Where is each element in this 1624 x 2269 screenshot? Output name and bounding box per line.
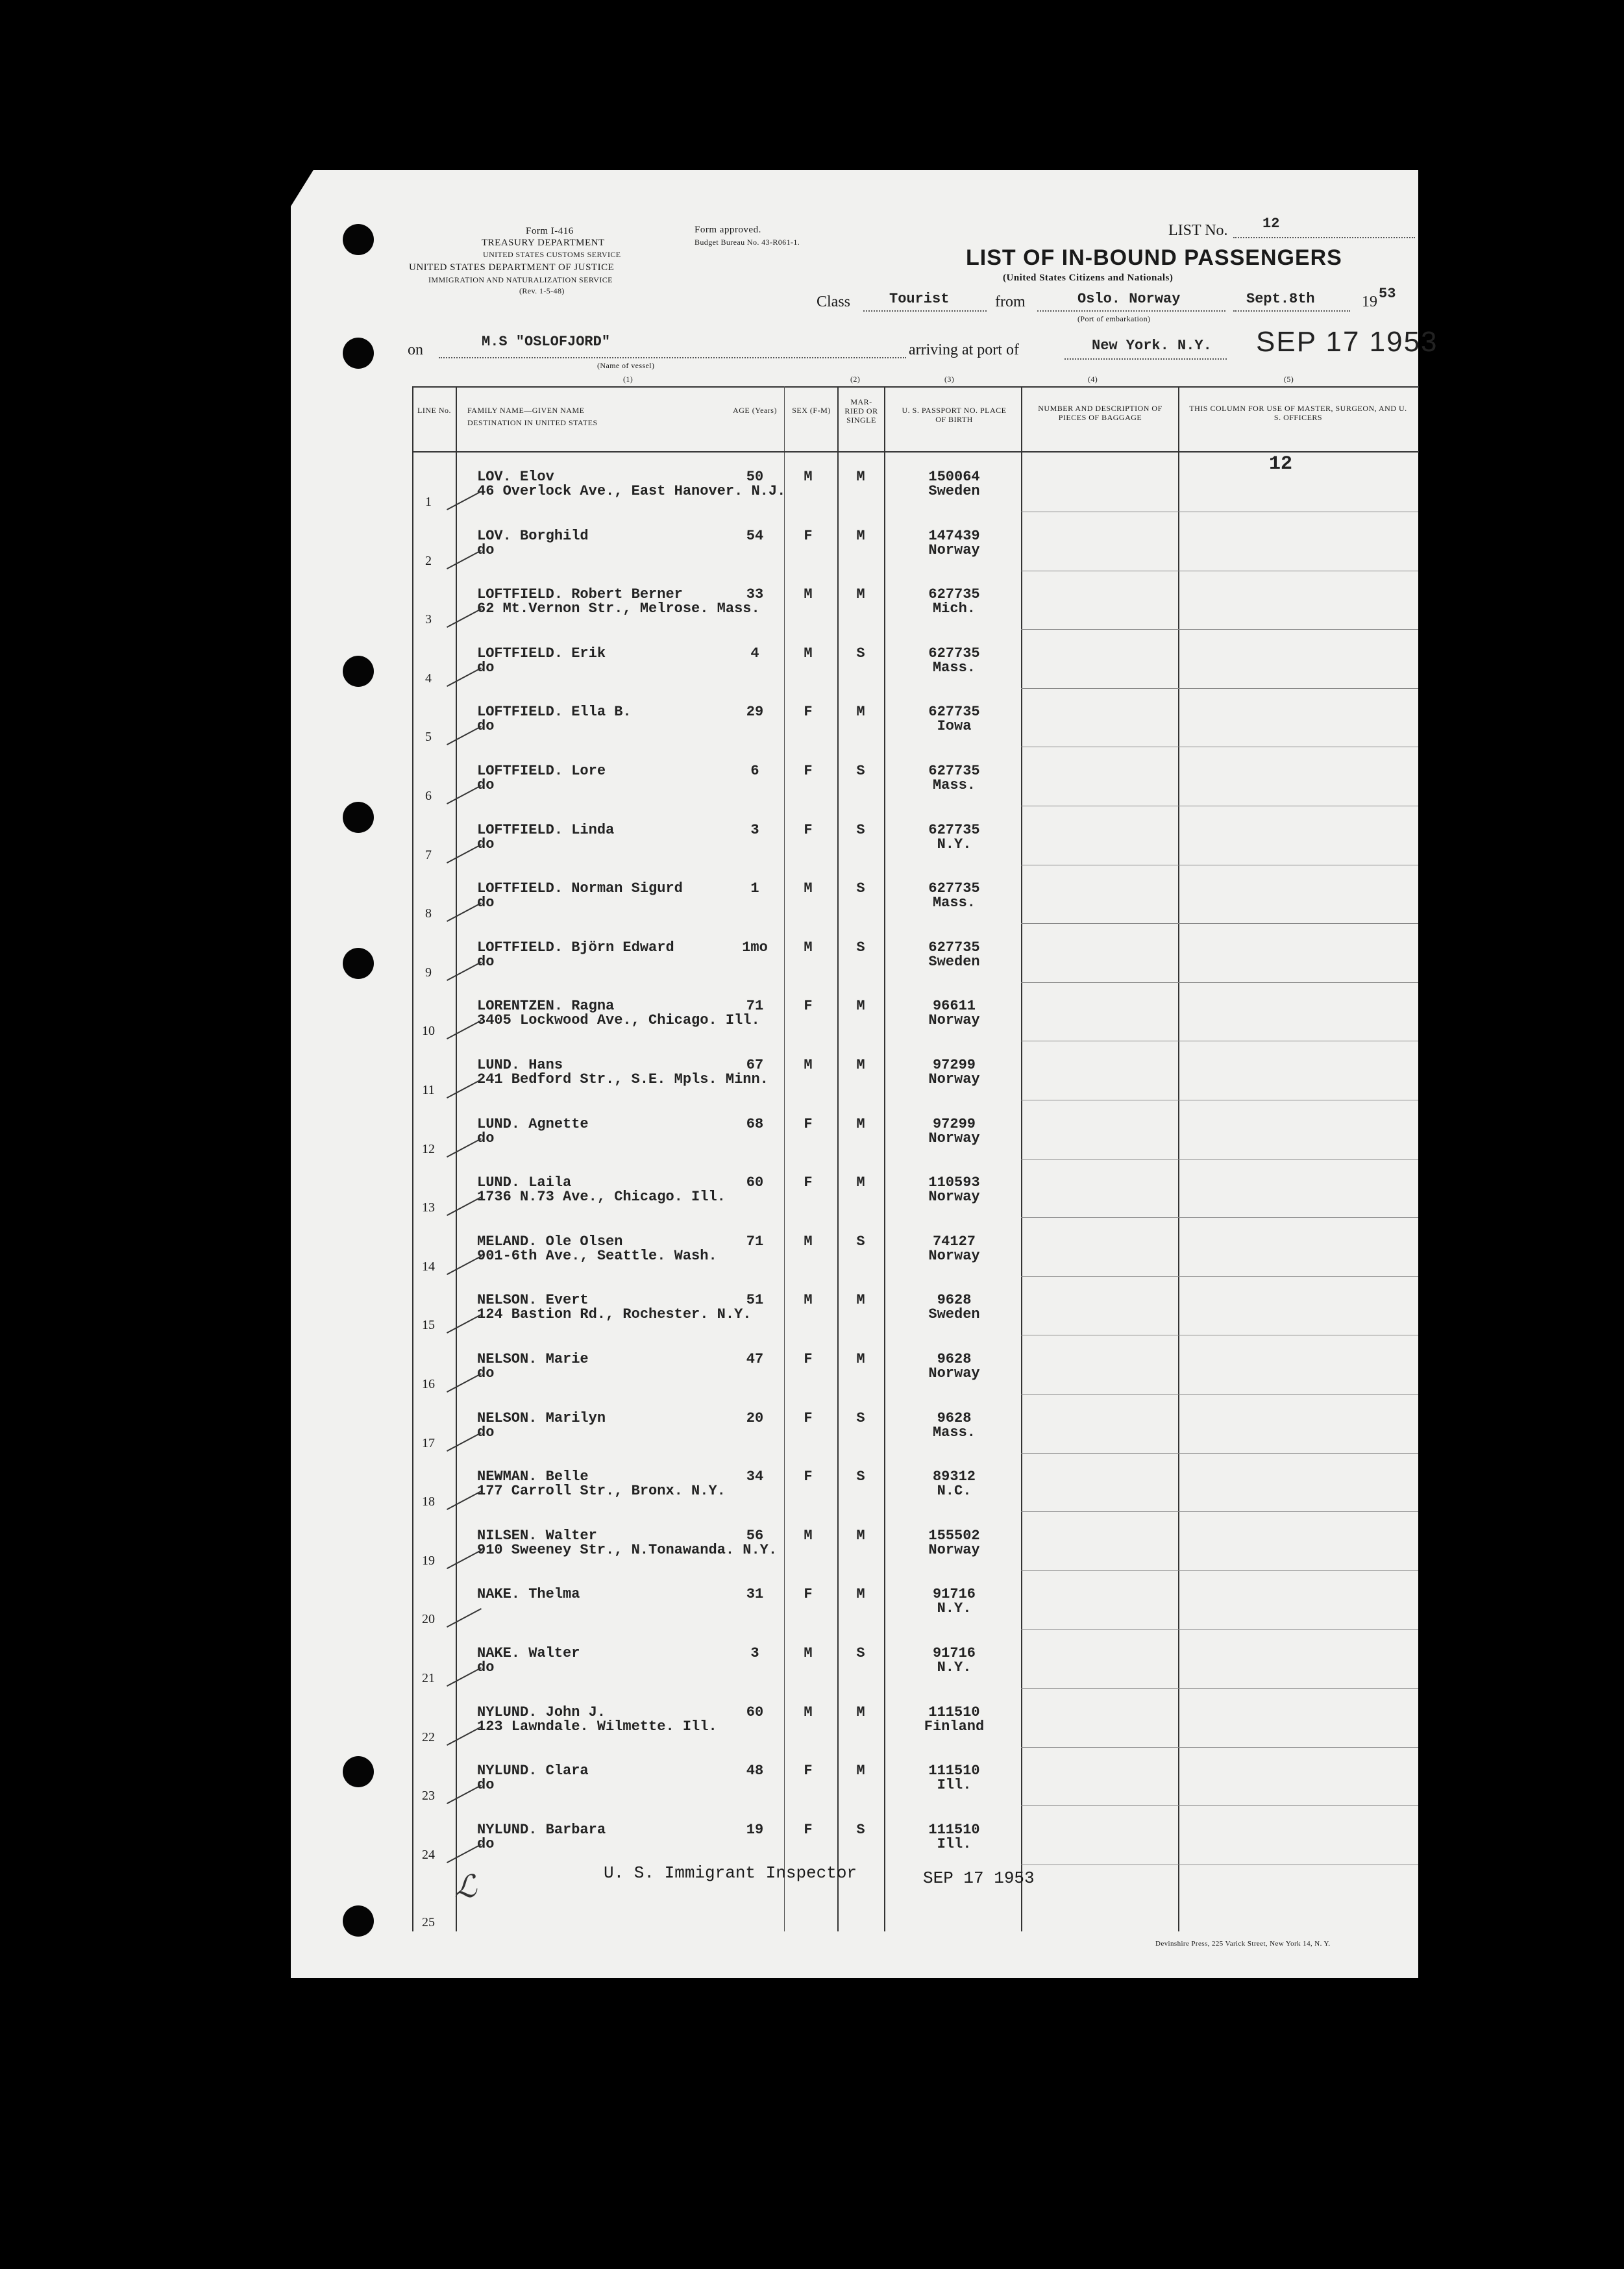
passenger-birthplace: Sweden — [928, 953, 980, 970]
passenger-destination: 123 Lawndale. Wilmette. Ill. — [477, 1718, 717, 1735]
passenger-passport-no: 97299 — [932, 1057, 976, 1073]
passenger-birthplace: Norway — [928, 1541, 980, 1558]
passenger-age: 47 — [746, 1351, 764, 1367]
passenger-marital-status: S — [856, 821, 865, 838]
line-number: 14 — [422, 1259, 435, 1274]
page-subtitle: (United States Citizens and Nationals) — [1003, 273, 1174, 283]
line-number: 12 — [422, 1141, 435, 1156]
passenger-marital-status: M — [856, 1763, 865, 1779]
row-rule — [1021, 1688, 1418, 1689]
line-number: 2 — [425, 553, 432, 568]
line-number: 16 — [422, 1377, 435, 1391]
passenger-destination: do — [477, 1130, 495, 1147]
line-number: 17 — [422, 1435, 435, 1450]
passenger-destination: 1736 N.73 Ave., Chicago. Ill. — [477, 1189, 726, 1206]
passenger-age: 29 — [746, 704, 764, 721]
col-header-officers: THIS COLUMN FOR USE OF MASTER, SURGEON, AND U. S. OFFICERS — [1189, 404, 1407, 422]
passenger-birthplace: Mass. — [932, 1424, 976, 1441]
passenger-passport-no: 147439 — [928, 527, 980, 544]
year-suffix: 53 — [1379, 286, 1396, 302]
on-label: on — [408, 341, 423, 358]
passenger-passport-no: 91716 — [932, 1645, 976, 1661]
passenger-marital-status: S — [856, 880, 865, 897]
passenger-destination: do — [477, 1835, 495, 1852]
form-approved: Form approved. — [695, 225, 761, 235]
line-number: 1 — [425, 495, 432, 509]
passenger-marital-status: M — [856, 586, 865, 603]
passenger-age: 60 — [746, 1174, 764, 1191]
col-divider — [412, 386, 413, 1931]
passenger-destination: 177 Carroll Str., Bronx. N.Y. — [477, 1483, 726, 1500]
line-number: 19 — [422, 1553, 435, 1568]
passenger-sex: F — [804, 821, 813, 838]
passenger-birthplace: Norway — [928, 1365, 980, 1382]
passenger-sex: M — [804, 939, 813, 956]
vessel-line — [439, 357, 906, 358]
passenger-age: 71 — [746, 998, 764, 1015]
passenger-passport-no: 150064 — [928, 469, 980, 485]
line-number: 11 — [422, 1083, 435, 1097]
passenger-destination: do — [477, 659, 495, 676]
col-num-5: (5) — [1284, 375, 1294, 384]
passenger-birthplace: Finland — [924, 1718, 985, 1735]
list-no-label: LIST No. — [1168, 222, 1228, 239]
passenger-name: NAKE. Thelma — [477, 1586, 580, 1603]
passenger-destination: 62 Mt.Vernon Str., Melrose. Mass. — [477, 601, 760, 617]
passenger-marital-status: M — [856, 1527, 865, 1544]
passenger-sex: F — [804, 1763, 813, 1779]
vessel-name: M.S "OSLOFJORD" — [482, 334, 611, 350]
line-number: 24 — [422, 1847, 435, 1862]
col-divider — [884, 386, 885, 1931]
passenger-sex: M — [804, 469, 813, 485]
passenger-destination: do — [477, 836, 495, 852]
passenger-passport-no: 9628 — [937, 1292, 972, 1309]
page-title: LIST OF IN-BOUND PASSENGERS — [966, 245, 1342, 270]
passenger-marital-status: M — [856, 1292, 865, 1309]
passenger-name: LOFTFIELD. Lore — [477, 763, 606, 779]
class-line — [863, 310, 987, 312]
line-number: 20 — [422, 1612, 435, 1627]
passenger-sex: M — [804, 1292, 813, 1309]
passenger-passport-no: 155502 — [928, 1527, 980, 1544]
col-header-baggage: NUMBER AND DESCRIPTION OF PIECES OF BAGGAGE — [1038, 404, 1163, 422]
passenger-birthplace: N.Y. — [937, 1659, 972, 1676]
col-num-2: (2) — [850, 375, 861, 384]
passenger-name: NYLUND. Barbara — [477, 1821, 606, 1838]
row-rule — [1021, 688, 1418, 689]
passenger-marital-status: S — [856, 1233, 865, 1250]
line-number: 15 — [422, 1318, 435, 1333]
passenger-name: LUND. Agnette — [477, 1115, 589, 1132]
passenger-sex: M — [804, 645, 813, 662]
row-rule — [1021, 1629, 1418, 1630]
passenger-birthplace: Mass. — [932, 777, 976, 793]
passenger-name: NYLUND. John J. — [477, 1704, 606, 1720]
passenger-name: NELSON. Evert — [477, 1292, 589, 1309]
passenger-sex: M — [804, 1645, 813, 1661]
arrival-port: New York. N.Y. — [1092, 338, 1212, 354]
col-header-name: FAMILY NAME—GIVEN NAME — [467, 406, 585, 415]
line-number: 22 — [422, 1730, 435, 1744]
budget-label: Budget Bureau No. 43-R061-1. — [695, 238, 800, 247]
passenger-sex: F — [804, 1409, 813, 1426]
line-number: 25 — [422, 1915, 435, 1929]
passenger-name: LOFTFIELD. Erik — [477, 645, 606, 662]
line-number: 6 — [425, 789, 432, 803]
passenger-table — [412, 386, 1419, 1933]
col-header-destination: DESTINATION IN UNITED STATES — [467, 418, 598, 427]
passenger-age: 54 — [746, 527, 764, 544]
passenger-sex: F — [804, 1469, 813, 1485]
passenger-sex: F — [804, 1586, 813, 1603]
col-num-3: (3) — [944, 375, 955, 384]
passenger-name: LUND. Hans — [477, 1057, 563, 1073]
col-header-passport: U. S. PASSPORT NO. PLACE OF BIRTH — [902, 406, 1007, 424]
passenger-sex: M — [804, 586, 813, 603]
row-rule — [1021, 923, 1418, 924]
line-number: 8 — [425, 906, 432, 921]
passenger-name: NILSEN. Walter — [477, 1527, 597, 1544]
passenger-birthplace: Norway — [928, 1130, 980, 1147]
passenger-birthplace: Norway — [928, 1012, 980, 1029]
passenger-marital-status: M — [856, 1586, 865, 1603]
passenger-passport-no: 74127 — [932, 1233, 976, 1250]
form-number: Form I-416 — [526, 226, 574, 236]
col-divider — [837, 386, 839, 1931]
passenger-age: 19 — [746, 1821, 764, 1838]
year-prefix: 19 — [1362, 293, 1377, 310]
passenger-age: 56 — [746, 1527, 764, 1544]
class-value: Tourist — [889, 291, 950, 307]
row-rule — [1021, 1570, 1418, 1571]
from-line — [1037, 310, 1225, 312]
passenger-destination: do — [477, 777, 495, 793]
passenger-name: LOV. Borghild — [477, 527, 589, 544]
passenger-sex: F — [804, 763, 813, 779]
passenger-birthplace: Norway — [928, 1189, 980, 1206]
passenger-birthplace: Norway — [928, 1247, 980, 1264]
row-rule — [1021, 1805, 1418, 1806]
passenger-marital-status: S — [856, 645, 865, 662]
passenger-birthplace: Iowa — [937, 718, 972, 735]
passenger-name: MELAND. Ole Olsen — [477, 1233, 623, 1250]
passenger-age: 48 — [746, 1763, 764, 1779]
passenger-passport-no: 627735 — [928, 763, 980, 779]
binder-hole — [343, 656, 374, 687]
binder-hole — [343, 802, 374, 833]
passenger-marital-status: M — [856, 1351, 865, 1367]
officer-note: 12 — [1269, 453, 1293, 475]
passenger-age: 67 — [746, 1057, 764, 1073]
passenger-destination: do — [477, 953, 495, 970]
col-header-sex: SEX (F-M) — [792, 406, 831, 415]
passenger-name: NYLUND. Clara — [477, 1763, 589, 1779]
row-rule — [1021, 1394, 1418, 1395]
passenger-sex: F — [804, 1821, 813, 1838]
col-header-age: AGE (Years) — [733, 406, 777, 415]
sail-date: Sept.8th — [1246, 291, 1315, 307]
passenger-birthplace: Mich. — [932, 601, 976, 617]
passenger-destination: do — [477, 1659, 495, 1676]
col-num-1: (1) — [623, 375, 634, 384]
passenger-name: LOFTFIELD. Ella B. — [477, 704, 632, 721]
passenger-destination: 241 Bedford Str., S.E. Mpls. Minn. — [477, 1071, 769, 1087]
line-number: 5 — [425, 730, 432, 745]
customs-label: UNITED STATES CUSTOMS SERVICE — [483, 250, 621, 259]
passenger-marital-status: S — [856, 1821, 865, 1838]
passenger-age: 71 — [746, 1233, 764, 1250]
passenger-name: LOV. Elov — [477, 469, 554, 485]
from-value: Oslo. Norway — [1077, 291, 1181, 307]
passenger-marital-status: M — [856, 704, 865, 721]
passenger-marital-status: M — [856, 527, 865, 544]
line-number: 21 — [422, 1671, 435, 1685]
passenger-passport-no: 627735 — [928, 939, 980, 956]
arriving-label: arriving at port of — [909, 341, 1019, 358]
col-header-line: LINE No. — [417, 406, 451, 415]
passenger-destination: 124 Bastion Rd., Rochester. N.Y. — [477, 1306, 752, 1323]
col-num-4: (4) — [1088, 375, 1098, 384]
line-number: 23 — [422, 1789, 435, 1804]
list-no-value: 12 — [1262, 216, 1280, 232]
passenger-birthplace: Mass. — [932, 895, 976, 911]
passenger-passport-no: 627735 — [928, 645, 980, 662]
passenger-sex: F — [804, 527, 813, 544]
row-rule — [1021, 1747, 1418, 1748]
passenger-birthplace: Norway — [928, 1071, 980, 1087]
passenger-destination: do — [477, 718, 495, 735]
passenger-sex: F — [804, 1115, 813, 1132]
class-label: Class — [817, 293, 851, 310]
row-rule — [1021, 1217, 1418, 1218]
from-label: from — [995, 293, 1026, 310]
passenger-age: 4 — [750, 645, 759, 662]
passenger-age: 3 — [750, 821, 759, 838]
passenger-name: LOFTFIELD. Robert Berner — [477, 586, 683, 603]
line-number: 4 — [425, 671, 432, 686]
passenger-passport-no: 627735 — [928, 704, 980, 721]
passenger-birthplace: Norway — [928, 541, 980, 558]
passenger-destination: do — [477, 541, 495, 558]
passenger-sex: F — [804, 704, 813, 721]
passenger-passport-no: 9628 — [937, 1351, 972, 1367]
passenger-name: NAKE. Walter — [477, 1645, 580, 1661]
header-underline — [412, 451, 1419, 453]
arrival-date-stamp: SEP 17 1953 — [1256, 326, 1438, 358]
passenger-destination: do — [477, 895, 495, 911]
passenger-name: LOFTFIELD. Linda — [477, 821, 615, 838]
passenger-birthplace: N.C. — [937, 1483, 972, 1500]
passenger-passport-no: 97299 — [932, 1115, 976, 1132]
passenger-age: 31 — [746, 1586, 764, 1603]
passenger-birthplace: Ill. — [937, 1835, 972, 1852]
passenger-destination: 901-6th Ave., Seattle. Wash. — [477, 1247, 717, 1264]
passenger-passport-no: 627735 — [928, 821, 980, 838]
passenger-marital-status: S — [856, 1469, 865, 1485]
passenger-passport-no: 96611 — [932, 998, 976, 1015]
line-number: 3 — [425, 612, 432, 627]
passenger-age: 33 — [746, 586, 764, 603]
row-rule — [1021, 1453, 1418, 1454]
col-divider — [784, 386, 785, 1931]
binder-hole — [343, 1756, 374, 1787]
passenger-name: LORENTZEN. Ragna — [477, 998, 615, 1015]
passenger-sex: M — [804, 880, 813, 897]
passenger-birthplace: Ill. — [937, 1777, 972, 1794]
ins-label: IMMIGRATION AND NATURALIZATION SERVICE — [428, 275, 613, 284]
vessel-name-label: (Name of vessel) — [597, 361, 655, 370]
passenger-marital-status: S — [856, 1409, 865, 1426]
passenger-birthplace: N.Y. — [937, 1600, 972, 1617]
passenger-destination: 910 Sweeney Str., N.Tonawanda. N.Y. — [477, 1541, 778, 1558]
passenger-marital-status: M — [856, 1704, 865, 1720]
passenger-age: 34 — [746, 1469, 764, 1485]
passenger-passport-no: 9628 — [937, 1409, 972, 1426]
line-number: 7 — [425, 847, 432, 862]
date-line — [1233, 310, 1350, 312]
passenger-marital-status: S — [856, 763, 865, 779]
printer-imprint: Devinshire Press, 225 Varick Street, New York 14, N. Y. — [1155, 1940, 1331, 1948]
treasury-label: TREASURY DEPARTMENT — [482, 238, 605, 248]
passenger-name: LOFTFIELD. Norman Sigurd — [477, 880, 683, 897]
passenger-birthplace: Sweden — [928, 483, 980, 499]
passenger-age: 68 — [746, 1115, 764, 1132]
passenger-age: 1 — [750, 880, 759, 897]
binder-hole — [343, 1905, 374, 1937]
passenger-marital-status: M — [856, 1057, 865, 1073]
row-rule — [1021, 1276, 1418, 1277]
passenger-sex: M — [804, 1704, 813, 1720]
passenger-marital-status: M — [856, 469, 865, 485]
row-rule — [1021, 1511, 1418, 1512]
passenger-marital-status: S — [856, 939, 865, 956]
passenger-passport-no: 627735 — [928, 880, 980, 897]
passenger-sex: M — [804, 1233, 813, 1250]
col-header-married: MAR-RIED OR SINGLE — [844, 397, 878, 425]
signature: ℒ — [454, 1868, 477, 1905]
passenger-sex: M — [804, 1057, 813, 1073]
port-embarkation-label: (Port of embarkation) — [1077, 314, 1151, 323]
passenger-age: 6 — [750, 763, 759, 779]
passenger-age: 20 — [746, 1409, 764, 1426]
passenger-age: 3 — [750, 1645, 759, 1661]
passenger-sex: F — [804, 1174, 813, 1191]
col-divider — [456, 386, 457, 1931]
passenger-birthplace: Mass. — [932, 659, 976, 676]
list-no-line — [1233, 237, 1415, 238]
passenger-age: 60 — [746, 1704, 764, 1720]
passenger-name: LUND. Laila — [477, 1174, 572, 1191]
passenger-passport-no: 89312 — [932, 1469, 976, 1485]
line-number: 13 — [422, 1200, 435, 1215]
passenger-sex: F — [804, 1351, 813, 1367]
passenger-sex: F — [804, 998, 813, 1015]
passenger-birthplace: N.Y. — [937, 836, 972, 852]
passenger-destination: do — [477, 1777, 495, 1794]
rev-label: (Rev. 1-5-48) — [519, 286, 565, 295]
passenger-destination: 3405 Lockwood Ave., Chicago. Ill. — [477, 1012, 760, 1029]
passenger-passport-no: 110593 — [928, 1174, 980, 1191]
binder-hole — [343, 224, 374, 255]
passenger-passport-no: 111510 — [928, 1704, 980, 1720]
arrival-line — [1064, 358, 1227, 360]
inspection-date-stamp: SEP 17 1953 — [923, 1868, 1035, 1888]
inspector-label: U. S. Immigrant Inspector — [604, 1863, 857, 1883]
passenger-destination: 46 Overlock Ave., East Hanover. N.J. — [477, 483, 786, 499]
line-number: 9 — [425, 965, 432, 980]
row-rule — [1021, 982, 1418, 983]
passenger-name: NELSON. Marilyn — [477, 1409, 606, 1426]
passenger-marital-status: M — [856, 1174, 865, 1191]
passenger-name: LOFTFIELD. Björn Edward — [477, 939, 674, 956]
passenger-marital-status: M — [856, 998, 865, 1015]
passenger-name: NEWMAN. Belle — [477, 1469, 589, 1485]
passenger-age: 51 — [746, 1292, 764, 1309]
binder-hole — [343, 338, 374, 369]
line-number: 18 — [422, 1494, 435, 1509]
passenger-passport-no: 91716 — [932, 1586, 976, 1603]
passenger-passport-no: 111510 — [928, 1763, 980, 1779]
passenger-destination: do — [477, 1424, 495, 1441]
passenger-sex: M — [804, 1527, 813, 1544]
justice-label: UNITED STATES DEPARTMENT OF JUSTICE — [409, 262, 615, 273]
passenger-passport-no: 111510 — [928, 1821, 980, 1838]
binder-hole — [343, 948, 374, 979]
passenger-passport-no: 627735 — [928, 586, 980, 603]
passenger-birthplace: Sweden — [928, 1306, 980, 1323]
passenger-destination: do — [477, 1365, 495, 1382]
passenger-age: 1mo — [742, 939, 768, 956]
passenger-marital-status: S — [856, 1645, 865, 1661]
passenger-marital-status: M — [856, 1115, 865, 1132]
row-rule — [1021, 629, 1418, 630]
passenger-name: NELSON. Marie — [477, 1351, 589, 1367]
line-number: 10 — [422, 1024, 435, 1039]
passenger-age: 50 — [746, 469, 764, 485]
